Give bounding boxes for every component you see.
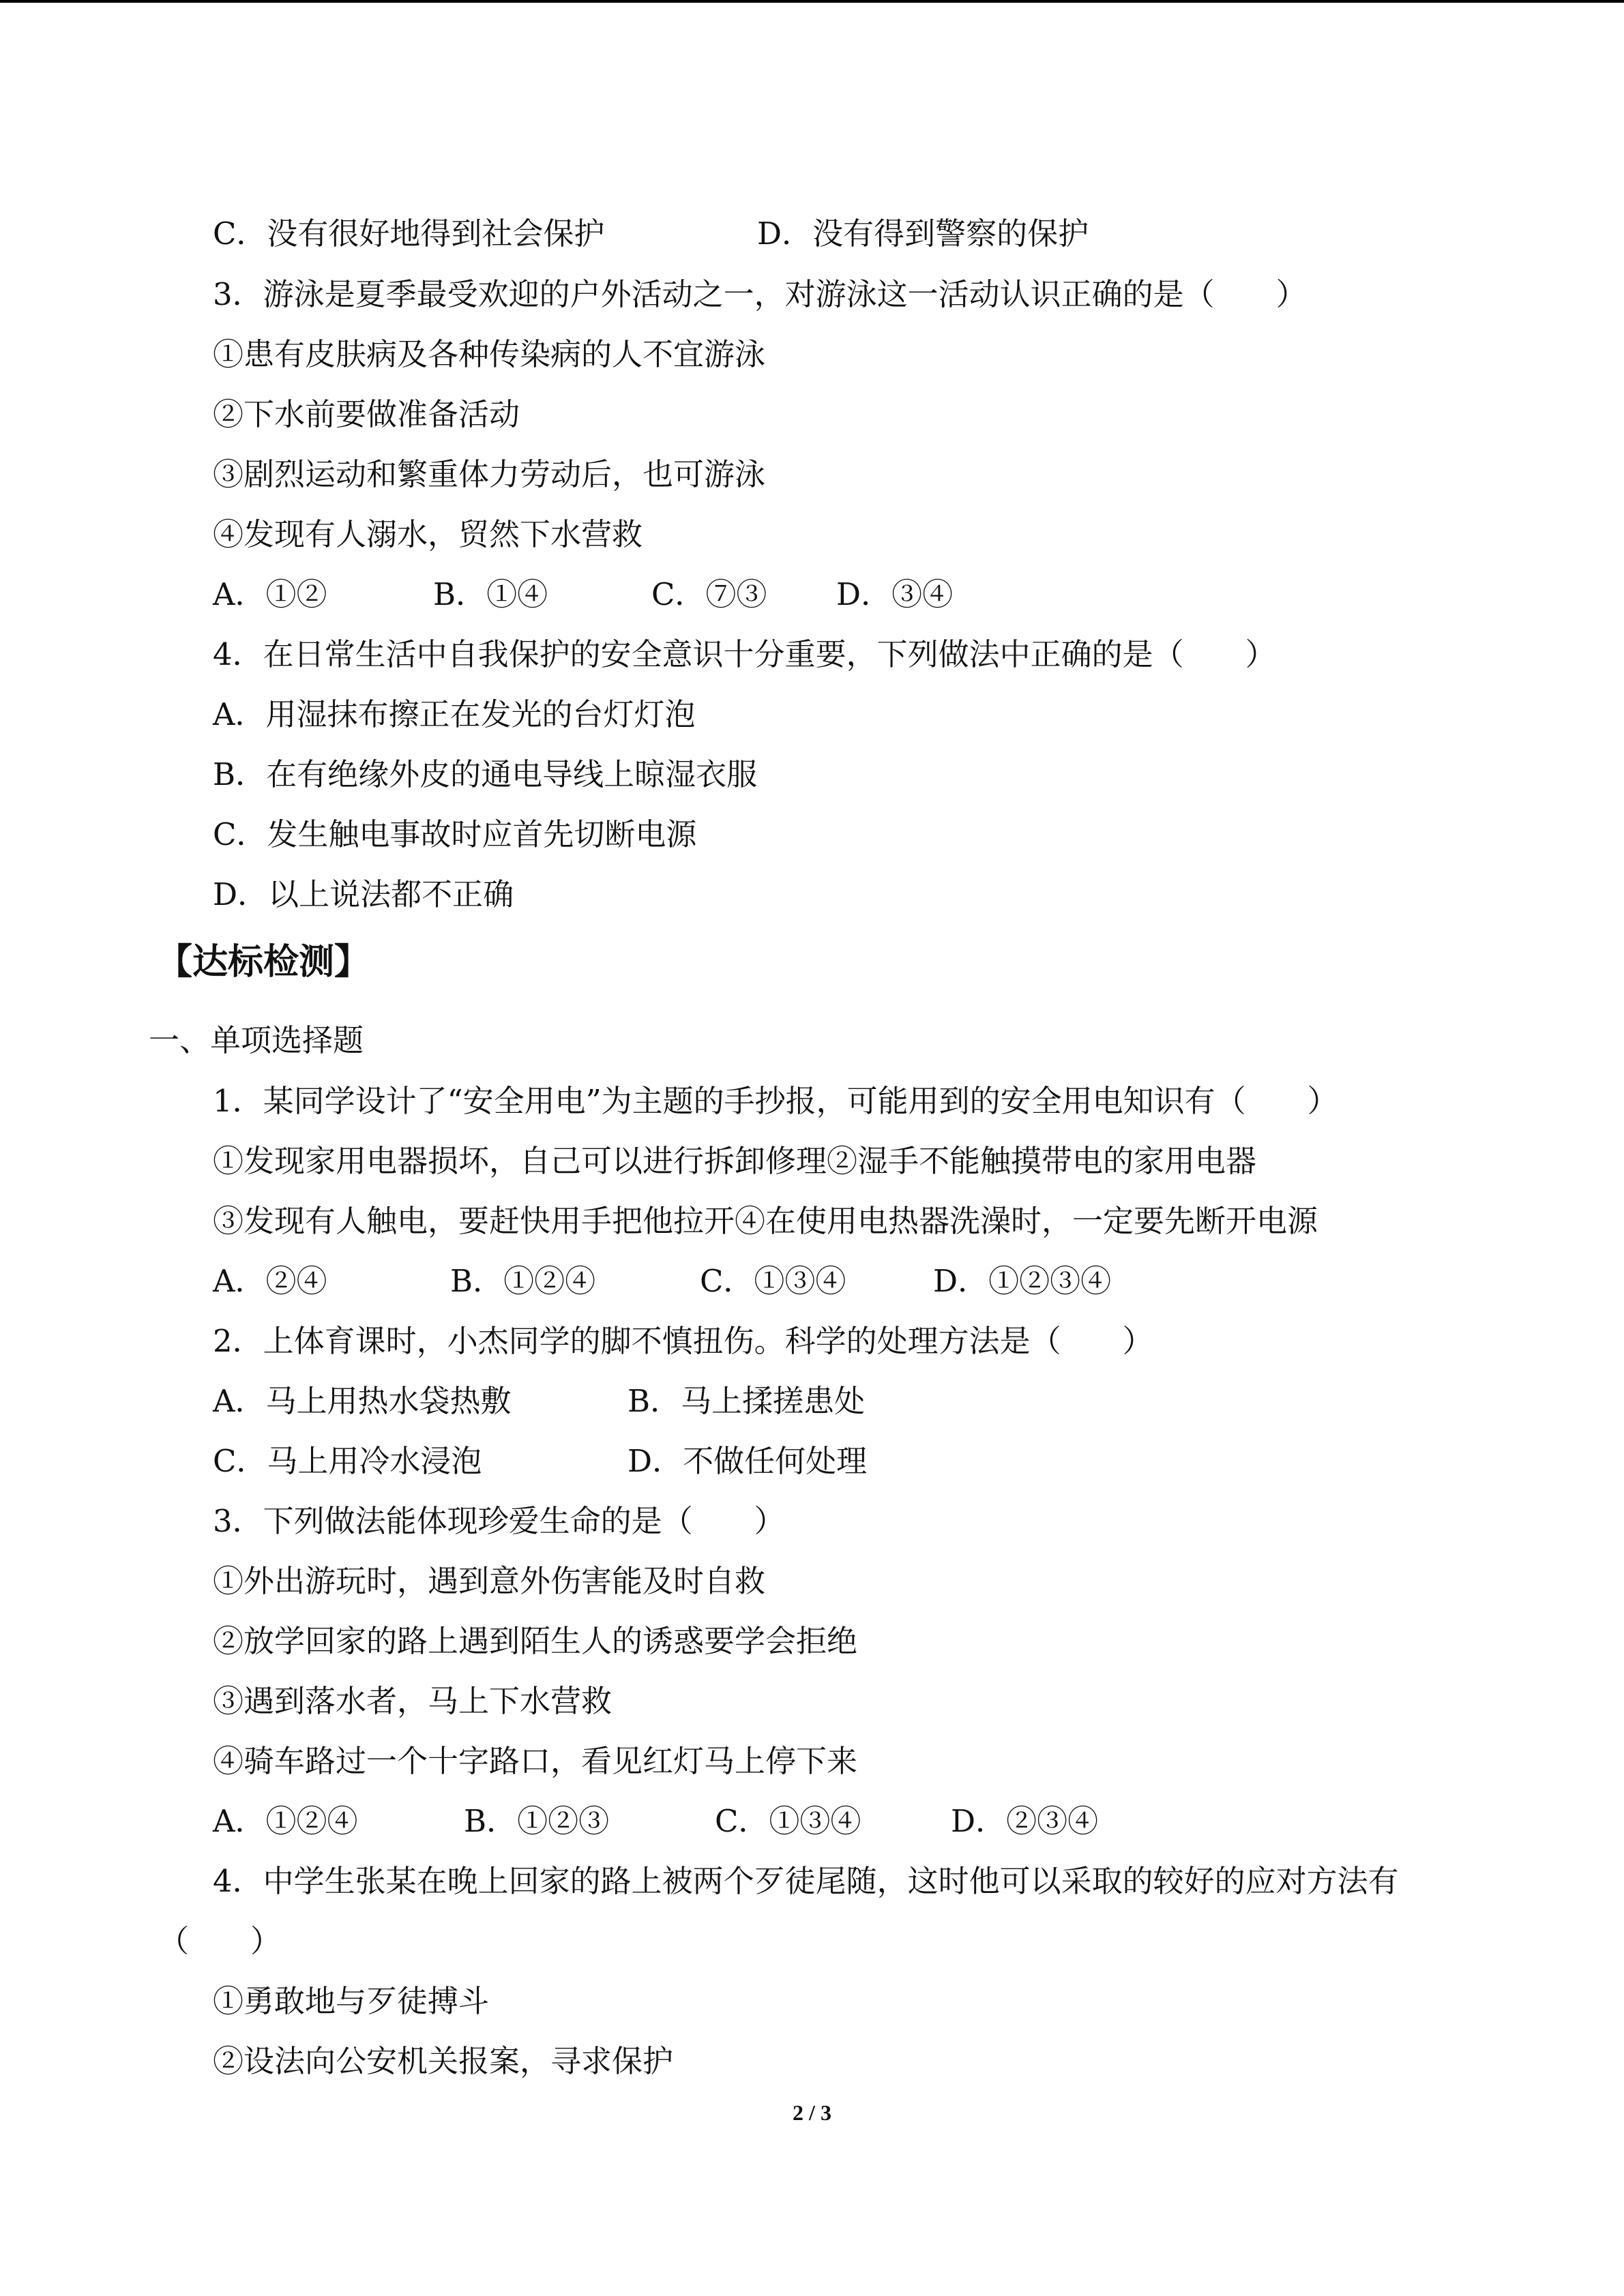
test-q2-stem: 2．上体育课时，小杰同学的脚不慎扭伤。科学的处理方法是（ ）: [213, 1323, 1153, 1359]
test-q2-option-a: A．马上用热水袋热敷: [213, 1383, 512, 1419]
test-q3-option-a: A．①②④: [213, 1803, 358, 1839]
test-q4-item-2: ②设法向公安机关报案，寻求保护: [213, 2043, 674, 2079]
test-q3-item-3: ③遇到落水者，马上下水营救: [213, 1683, 612, 1719]
prev-q3-option-b: B．①④: [433, 576, 548, 612]
test-q3-item-4: ④骑车路过一个十字路口，看见红灯马上停下来: [213, 1743, 858, 1779]
test-q4-stem: 4．中学生张某在晚上回家的路上被两个歹徒尾随，这时他可以采取的较好的应对方法有: [213, 1863, 1399, 1899]
test-q3-option-b: B．①②③: [464, 1803, 610, 1839]
top-border: [0, 0, 1624, 3]
prev-q3-item-2: ②下水前要做准备活动: [213, 396, 520, 432]
prev-q4-option-d: D．以上说法都不正确: [213, 876, 514, 912]
test-q4-stem-continuation: （ ）: [158, 1923, 282, 1959]
prev-q3-option-c: C．⑦③: [651, 576, 767, 612]
test-q1-items-line-1: ①发现家用电器损坏，自己可以进行拆卸修理②湿手不能触摸带电的家用电器: [213, 1143, 1257, 1179]
prev-q4-option-a: A．用湿抹布擦正在发光的台灯灯泡: [213, 696, 696, 732]
test-q3-option-d: D．②③④: [951, 1803, 1099, 1839]
test-q2-option-b: B．马上揉搓患处: [628, 1383, 866, 1419]
prev-q3-option-d: D．③④: [836, 576, 954, 612]
test-q2-option-d: D．不做任何处理: [628, 1443, 868, 1479]
prev-q4-stem: 4．在日常生活中自我保护的安全意识十分重要，下列做法中正确的是（ ）: [213, 636, 1276, 672]
page-number: 2 / 3: [793, 2100, 831, 2125]
prev-q3-item-3: ③剧烈运动和繁重体力劳动后，也可游泳: [213, 456, 766, 492]
test-q1-items-line-2: ③发现有人触电，要赶快用手把他拉开④在使用电热器洗澡时，一定要先断开电源: [213, 1203, 1318, 1239]
prev-q4-option-b: B．在有绝缘外皮的通电导线上晾湿衣服: [213, 756, 758, 792]
test-q1-option-d: D．①②③④: [933, 1263, 1112, 1299]
prev-q2-option-c: C．没有很好地得到社会保护: [213, 215, 605, 252]
test-q3-stem: 3．下列做法能体现珍爱生命的是（ ）: [213, 1503, 785, 1539]
prev-q3-stem: 3．游泳是夏季最受欢迎的户外活动之一，对游泳这一活动认识正确的是（ ）: [213, 276, 1307, 312]
test-q3-option-c: C．①③④: [715, 1803, 861, 1839]
test-q4-item-1: ①勇敢地与歹徒搏斗: [213, 1983, 490, 2019]
test-q1-option-b: B．①②④: [450, 1263, 596, 1299]
prev-q2-option-d: D．没有得到警察的保护: [757, 215, 1089, 252]
section-title: 【达标检测】: [157, 942, 370, 983]
prev-q3-item-1: ①患有皮肤病及各种传染病的人不宜游泳: [213, 336, 766, 372]
test-q3-item-2: ②放学回家的路上遇到陌生人的诱惑要学会拒绝: [213, 1623, 858, 1659]
test-q2-option-c: C．马上用冷水浸泡: [213, 1443, 482, 1479]
prev-q4-option-c: C．发生触电事故时应首先切断电源: [213, 816, 697, 852]
test-q3-item-1: ①外出游玩时，遇到意外伤害能及时自救: [213, 1563, 766, 1599]
prev-q3-item-4: ④发现有人溺水，贸然下水营救: [213, 516, 643, 552]
test-q1-option-a: A．②④: [213, 1263, 327, 1299]
test-q1-option-c: C．①③④: [700, 1263, 846, 1299]
subsection-title: 一、单项选择题: [149, 1022, 364, 1058]
test-q1-stem: 1．某同学设计了“安全用电”为主题的手抄报，可能用到的安全用电知识有（ ）: [213, 1083, 1338, 1119]
prev-q3-option-a: A．①②: [213, 576, 327, 612]
